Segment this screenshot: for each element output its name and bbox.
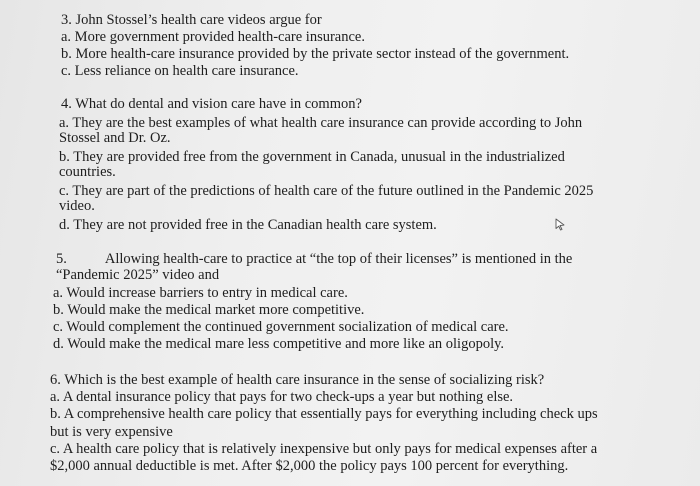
question-5-option-d: d. Would make the medical mare less competitive and more like an oligopoly. [53,336,505,352]
mouse-pointer-icon [553,217,567,231]
question-5-stem-line1 [56,252,572,268]
question-5-option-c: c. Would complement the continued government socialization of medical care. [53,319,509,335]
question-4-option-b-line2: countries. [59,164,116,180]
question-3-option-b: b. More health-care insurance provided by the private sector instead of the government. [61,46,570,62]
question-3-option-a: a. More government provided health-care insurance. [61,29,365,45]
question-4-stem: 4. What do dental and vision care have in common? [61,96,362,112]
question-5-option-a: a. Would increase barriers to entry in medical care. [53,285,348,301]
question-6-option-c-line1: c. A health care policy that is relatively inexpensive but only pays for medical expenses after a [50,441,598,457]
question-3-stem: 3. John Stossel’s health care videos argue for [61,12,322,28]
question-5-stem-line2: “Pandemic 2025” video and [56,267,220,283]
question-6-option-a: a. A dental insurance policy that pays for two check-ups a year but nothing else. [50,389,514,405]
question-5-option-b: b. Would make the medical market more competitive. [53,302,365,318]
question-4-option-b-line1: b. They are provided free from the government in Canada, unusual in the industrialized [59,149,565,165]
question-6-option-b-line1: b. A comprehensive health care policy that essentially pays for everything including check ups [50,406,598,422]
question-4-option-c-line1: c. They are part of the predictions of health care of the future outlined in the Pandemic 2025 [59,183,594,199]
question-6-stem: 6. Which is the best example of health care insurance in the sense of socializing risk? [50,372,545,388]
question-5-stem-text: Allowing health-care to practice at “the top of their licenses” is mentioned in the [104,251,573,267]
question-3-option-c: c. Less reliance on health care insurance. [61,63,299,79]
question-4-option-d: d. They are not provided free in the Canadian health care system. [59,217,437,233]
question-4-option-a-line1: a. They are the best examples of what health care insurance can provide according to John [59,115,583,131]
question-5-number: 5. [56,251,67,267]
question-4-option-a-line2: Stossel and Dr. Oz. [59,130,171,146]
question-6-option-b-line2: but is very expensive [50,424,173,440]
question-6-option-c-line2: $2,000 annual deductible is met. After $2,000 the policy pays 100 percent for everything. [50,458,569,474]
question-4-option-c-line2: video. [59,198,95,214]
